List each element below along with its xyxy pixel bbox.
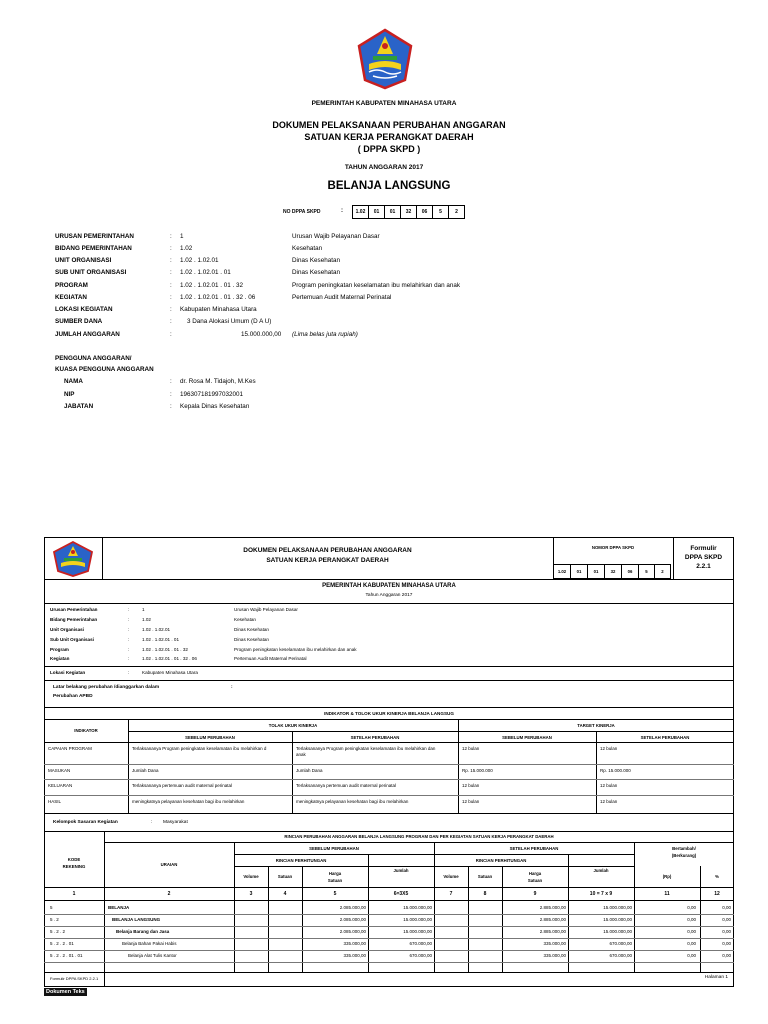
rincian-head-setelah: SETELAH PERUBAHAN [509, 846, 559, 851]
field-label: BIDANG PEMERINTAHAN [55, 245, 132, 252]
field-colon: : [128, 627, 130, 632]
form-year: Tahun Anggaran 2017 [365, 593, 413, 598]
kinerja-sebelum: Jumlah Dana [132, 768, 159, 773]
field-colon: : [170, 306, 172, 313]
field-value: 1.02 . 1.02.01 [142, 627, 171, 632]
field-desc: Program peningkatan keselamatan ibu melahirkan dan anak [234, 647, 357, 652]
field-colon: : [128, 656, 130, 661]
rincian-kode: 5 [50, 905, 53, 910]
form-nomor-boxes [553, 564, 671, 579]
sasaran-colon: : [151, 820, 153, 825]
cover-no-box: 5 [432, 205, 449, 219]
rincian-head-perhitungan-b: RINCIAN PERHITUNGAN [475, 858, 527, 863]
formulir-label-3: 2.2.1 [696, 563, 711, 570]
col-number: 3 [249, 891, 253, 897]
field-label: Sub Unit Organisasi [50, 637, 94, 642]
form-nomor-label: NOMOR DPPA SKPD [591, 545, 635, 550]
formulir-label-2: DPPA SKPD [684, 554, 723, 561]
col-number: 2 [167, 891, 171, 897]
field-desc: Dinas Kesehatan [292, 269, 340, 276]
col-number: 11 [664, 891, 670, 897]
rincian-jumlah-a: 670.000,00 [409, 941, 432, 946]
field-value: 1.02 . 1.02.01 . 01 . 32 [180, 282, 244, 289]
kinerja-target-sebelum: Rp. 15.000.000 [462, 768, 493, 773]
lokasi-value: Kabupaten Minahasa Utara [142, 670, 198, 675]
field-desc: Dinas Kesehatan [234, 627, 269, 632]
kinerja-target-setelah: 12 bulan [600, 783, 618, 788]
rincian-jumlah-a: 15.000.000,00 [403, 917, 432, 922]
rincian-pct: 0,00 [722, 941, 731, 946]
kinerja-target-setelah: 12 bulan [600, 746, 618, 751]
cover-section-title: BELANJA LANGSUNG [327, 180, 451, 192]
rincian-pct: 0,00 [722, 905, 731, 910]
latar-label-2: Perubahan APBD [53, 694, 93, 699]
footer-page-number: Halaman 1 [704, 975, 728, 980]
officer-value: Kepala Dinas Kesehatan [180, 403, 250, 410]
col-number: 12 [714, 891, 720, 897]
rincian-kode: 5 . 2 . 2 . 01 . 01 [50, 953, 83, 958]
rincian-harga-b: 2.885.000,00 [539, 917, 566, 922]
field-desc: Dinas Kesehatan [292, 257, 340, 264]
cover-no-box: 06 [416, 205, 433, 219]
field-label: Unit Organisasi [50, 627, 84, 632]
lokasi-colon: : [128, 670, 130, 675]
watermark-label: Dokumen Teks [46, 989, 85, 995]
kinerja-head-sebelum: SEBELUM PERUBAHAN [185, 735, 235, 740]
col-number: 9 [533, 891, 537, 897]
form-nomor-box: 1.02 [553, 564, 571, 579]
rincian-uraian: Belanja Bahan Pakai Habis [122, 941, 177, 946]
field-desc: Pertemuan Audit Maternal Perinatal [292, 294, 392, 301]
field-label: Urusan Pemerintahan [50, 607, 98, 612]
kinerja-head-target-sebelum: SEBELUM PERUBAHAN [502, 735, 552, 740]
field-label: URUSAN PEMERINTAHAN [55, 233, 134, 240]
field-desc: Kesehatan [292, 245, 323, 252]
cover-no-box: 2 [448, 205, 465, 219]
rincian-head-harga-a-2: Satuan [327, 878, 343, 883]
rincian-pct: 0,00 [722, 917, 731, 922]
field-value: 1 [142, 607, 145, 612]
kinerja-setelah: Jumlah Dana [296, 768, 323, 773]
rincian-jumlah-b: 670.000,00 [609, 953, 632, 958]
field-desc: Dinas Kesehatan [234, 637, 269, 642]
form-title-1: DOKUMEN PELAKSANAAN PERUBAHAN ANGGARAN [243, 547, 412, 554]
cover-doc-title-3: ( DPPA SKPD ) [357, 144, 421, 154]
officer-value: 196307181997032001 [180, 391, 244, 398]
rincian-rp: 0,00 [687, 905, 696, 910]
kinerja-indikator: HASIL [48, 799, 62, 804]
officer-colon: : [170, 403, 172, 410]
rincian-jumlah-b: 15.000.000,00 [603, 917, 632, 922]
rincian-jumlah-a: 670.000,00 [409, 953, 432, 958]
rincian-harga-a: 2.085.000,00 [339, 917, 366, 922]
kinerja-indikator: CAPAIAN PROGRAM [48, 746, 92, 751]
lokasi-label: Lokasi Kegiatan [50, 670, 86, 675]
cover-no-boxes [352, 205, 465, 219]
rincian-jumlah-b: 670.000,00 [609, 941, 632, 946]
rincian-harga-b: 2.885.000,00 [539, 905, 566, 910]
rincian-head-pct: % [715, 874, 719, 879]
form-nomor-box: 01 [570, 564, 588, 579]
kinerja-head-target-setelah: SETELAH PERUBAHAN [640, 735, 690, 740]
field-colon: : [170, 318, 172, 325]
latar-label-1: Latar belakang perubahan /dianggarkan dalam [53, 685, 160, 690]
field-colon: : [128, 647, 130, 652]
field-label: LOKASI KEGIATAN [55, 306, 113, 313]
col-number: 8 [483, 891, 487, 897]
col-number: 1 [72, 891, 76, 897]
rincian-rp: 0,00 [687, 953, 696, 958]
sasaran-label: Kelompok Sasaran Kegiatan [53, 820, 118, 825]
rincian-title: RINCIAN PERUBAHAN ANGGARAN BELANJA LANGSUNG PROGRAM DAN PER KEGIATAN SATUAN KERJA PERANGKAT DAERAH [284, 834, 554, 839]
rincian-kode: 5 . 2 . 2 . 01 [50, 941, 74, 946]
rincian-harga-b: 335.000,00 [543, 941, 566, 946]
field-colon: : [170, 257, 172, 264]
cover-logo [357, 28, 413, 90]
field-colon: : [128, 607, 130, 612]
field-value: 3 Dana Alokasi Umum (D A U) [187, 318, 272, 325]
rincian-harga-b: 2.885.000,00 [539, 929, 566, 934]
field-label: Bidang Pemerintahan [50, 617, 98, 622]
rincian-head-bertambah-1: Bertambah/ [672, 846, 696, 851]
field-colon: : [170, 233, 172, 240]
pengguna-label-1: PENGGUNA ANGGARAN/ [55, 355, 132, 362]
field-label: PROGRAM [55, 282, 88, 289]
form-nomor-box: 5 [638, 564, 655, 579]
rincian-rp: 0,00 [687, 929, 696, 934]
field-label: SUB UNIT ORGANISASI [55, 269, 127, 276]
kinerja-head-tolok: TOLAK UKUR KINERJA [268, 723, 318, 728]
cover-government: PEMERINTAH KABUPATEN MINAHASA UTARA [311, 100, 457, 107]
cover-no-box: 32 [400, 205, 417, 219]
jumlah-value: 15.000.000,00 [241, 331, 282, 338]
jumlah-colon: : [170, 331, 172, 338]
field-label: Kegiatan [50, 656, 70, 661]
field-desc: Urusan Wajib Pelayanan Dasar [292, 233, 380, 240]
field-desc: Program peningkatan keselamatan ibu melahirkan dan anak [292, 282, 461, 289]
rincian-pct: 0,00 [722, 953, 731, 958]
rincian-jumlah-a: 15.000.000,00 [403, 929, 432, 934]
rincian-head-bertambah-2: (Berkurang) [671, 853, 697, 858]
form-title-2: SATUAN KERJA PERANGKAT DAERAH [266, 557, 389, 564]
cover-doc-title-1: DOKUMEN PELAKSANAAN PERUBAHAN ANGGARAN [272, 120, 506, 130]
field-label: Program [50, 647, 69, 652]
rincian-uraian: BELANJA [108, 905, 130, 910]
form-nomor-box: 32 [604, 564, 622, 579]
kinerja-sebelum: Terlaksananya Program peningkatan keselamatan ibu melahirkan d [132, 746, 267, 751]
cover-no-box: 1.02 [352, 205, 369, 219]
rincian-rp: 0,00 [687, 917, 696, 922]
kinerja-target-sebelum: 12 bulan [462, 746, 480, 751]
field-value: 1.02 . 1.02.01 . 01 . 32 . 06 [180, 294, 256, 301]
field-colon: : [170, 294, 172, 301]
cover-no-label: NO DPPA SKPD [283, 209, 321, 215]
form-government: PEMERINTAH KABUPATEN MINAHASA UTARA [322, 583, 456, 589]
rincian-head-harga-b-2: Satuan [527, 878, 543, 883]
pengguna-label-2: KUASA PENGGUNA ANGGARAN [55, 366, 154, 373]
officer-label: JABATAN [64, 403, 94, 410]
kinerja-setelah: Terlaksananya pertemuan audit maternal perinatal [296, 783, 397, 788]
field-colon: : [170, 282, 172, 289]
kinerja-target-setelah: Rp. 15.000.000 [600, 768, 631, 773]
rincian-uraian: Belanja Alat Tulis Kantor [128, 953, 177, 958]
jumlah-words: (Lima belas juta rupiah) [292, 331, 358, 338]
rincian-rp: 0,00 [687, 941, 696, 946]
jumlah-label: JUMLAH ANGGARAN [55, 331, 120, 338]
cover-no-colon: : [341, 208, 343, 214]
field-label: UNIT ORGANISASI [55, 257, 112, 264]
rincian-harga-a: 2.085.000,00 [339, 929, 366, 934]
cover-no-box: 01 [368, 205, 385, 219]
form-nomor-box: 2 [654, 564, 671, 579]
col-number: 10 = 7 x 9 [589, 891, 613, 897]
kinerja-head-setelah: SETELAH PERUBAHAN [350, 735, 400, 740]
field-label: KEGIATAN [55, 294, 87, 301]
field-desc: Kesehatan [234, 617, 256, 622]
kinerja-indikator: KELUARAN [48, 783, 73, 788]
cover-no-box: 01 [384, 205, 401, 219]
rincian-pct: 0,00 [722, 929, 731, 934]
rincian-head-perhitungan-a: RINCIAN PERHITUNGAN [275, 858, 327, 863]
formulir-label-1: Formulir [690, 545, 717, 552]
officer-colon: : [170, 378, 172, 385]
rincian-head-volume-a: Volume [243, 874, 259, 879]
rincian-head-satuan-b: Satuan [477, 874, 493, 879]
rincian-kode: 5 . 2 [50, 917, 59, 922]
field-value: 1.02 [180, 245, 193, 252]
rincian-head-jumlah-a: Jumlah [393, 868, 409, 873]
rincian-head-rp: (Rp) [662, 874, 672, 879]
col-number: 7 [449, 891, 453, 897]
rincian-head-volume-b: Volume [443, 874, 459, 879]
rincian-uraian: Belanja Barang dan Jasa [116, 929, 170, 934]
rincian-harga-a: 2.085.000,00 [339, 905, 366, 910]
field-value: 1 [180, 233, 184, 240]
rincian-harga-a: 335.000,00 [343, 953, 366, 958]
rincian-head-kode-2: REKENING [62, 864, 86, 869]
footer-form-code: Formulir DPPA SKPD 2.2.1 [50, 976, 99, 981]
kinerja-sebelum: meningkatnya pelayanan kesehatan bagi ibu melahirkan [132, 799, 245, 804]
kinerja-setelah: meningkatnya pelayanan kesehatan bagi ibu melahirkan [296, 799, 409, 804]
officer-value: dr. Rosa M. Tidajoh, M.Kes [180, 378, 256, 385]
officer-label: NAMA [64, 378, 83, 385]
field-value: 1.02 . 1.02.01 . 01 [142, 637, 180, 642]
field-desc: Pertemuan Audit Maternal Perinatal [234, 656, 307, 661]
field-desc: Urusan Wajib Pelayanan Dasar [234, 607, 298, 612]
field-value: 1.02 [142, 617, 151, 622]
kinerja-target-sebelum: 12 bulan [462, 799, 480, 804]
cover-doc-title-2: SATUAN KERJA PERANGKAT DAERAH [304, 132, 474, 142]
field-value: 1.02 . 1.02.01 . 01 . 32 [142, 647, 188, 652]
form-nomor-box: 01 [587, 564, 605, 579]
kinerja-head-target: TARGET KINERJA [577, 723, 615, 728]
field-value: 1.02 . 1.02.01 . 01 . 32 . 06 [142, 656, 197, 661]
sasaran-value: Masyarakat [163, 820, 188, 825]
kinerja-target-sebelum: 12 bulan [462, 783, 480, 788]
rincian-head-uraian: URAIAN [160, 862, 178, 867]
field-colon: : [170, 269, 172, 276]
rincian-jumlah-b: 15.000.000,00 [603, 929, 632, 934]
rincian-head-harga-b-1: Harga [528, 871, 542, 876]
form-nomor-box: 06 [621, 564, 639, 579]
cover-year: TAHUN ANGGARAN 2017 [344, 164, 424, 171]
form-logo [52, 541, 94, 577]
officer-colon: : [170, 391, 172, 398]
field-colon: : [128, 637, 130, 642]
kinerja-indikator: MASUKAN [48, 768, 71, 773]
rincian-uraian: BELANJA LANGSUNG [112, 917, 161, 922]
latar-colon: : [231, 685, 233, 690]
rincian-harga-a: 335.000,00 [343, 941, 366, 946]
field-label: SUMBER DANA [55, 318, 103, 325]
kinerja-target-setelah: 12 bulan [600, 799, 618, 804]
col-number: 5 [333, 891, 337, 897]
col-number: 6=3X5 [393, 891, 409, 897]
kinerja-head-indikator: INDIKATOR [74, 728, 98, 733]
rincian-head-jumlah-b: Jumlah [593, 868, 609, 873]
kinerja-title: INDIKATOR & TOLOK UKUR KINERJA BELANJA LANGSUG [324, 711, 454, 716]
rincian-head-harga-a-1: Harga [328, 871, 342, 876]
kinerja-sebelum: Terlaksananya pertemuan audit maternal perinatal [132, 783, 233, 788]
rincian-head-sebelum: SEBELUM PERUBAHAN [309, 846, 359, 851]
field-colon: : [170, 245, 172, 252]
rincian-jumlah-b: 15.000.000,00 [603, 905, 632, 910]
field-colon: : [128, 617, 130, 622]
officer-label: NIP [64, 391, 75, 398]
field-value: 1.02 . 1.02.01 . 01 [180, 269, 231, 276]
field-value: Kabupaten Minahasa Utara [180, 306, 257, 313]
rincian-head-kode-1: KODE [67, 857, 81, 862]
rincian-kode: 5 . 2 . 2 [50, 929, 66, 934]
kinerja-setelah: Terlaksananya Program peningkatan keselamatan ibu melahirkan dan anak [296, 746, 436, 757]
rincian-jumlah-a: 15.000.000,00 [403, 905, 432, 910]
col-number: 4 [283, 891, 287, 897]
field-value: 1.02 . 1.02.01 [180, 257, 219, 264]
rincian-head-satuan-a: Satuan [277, 874, 293, 879]
rincian-harga-b: 335.000,00 [543, 953, 566, 958]
